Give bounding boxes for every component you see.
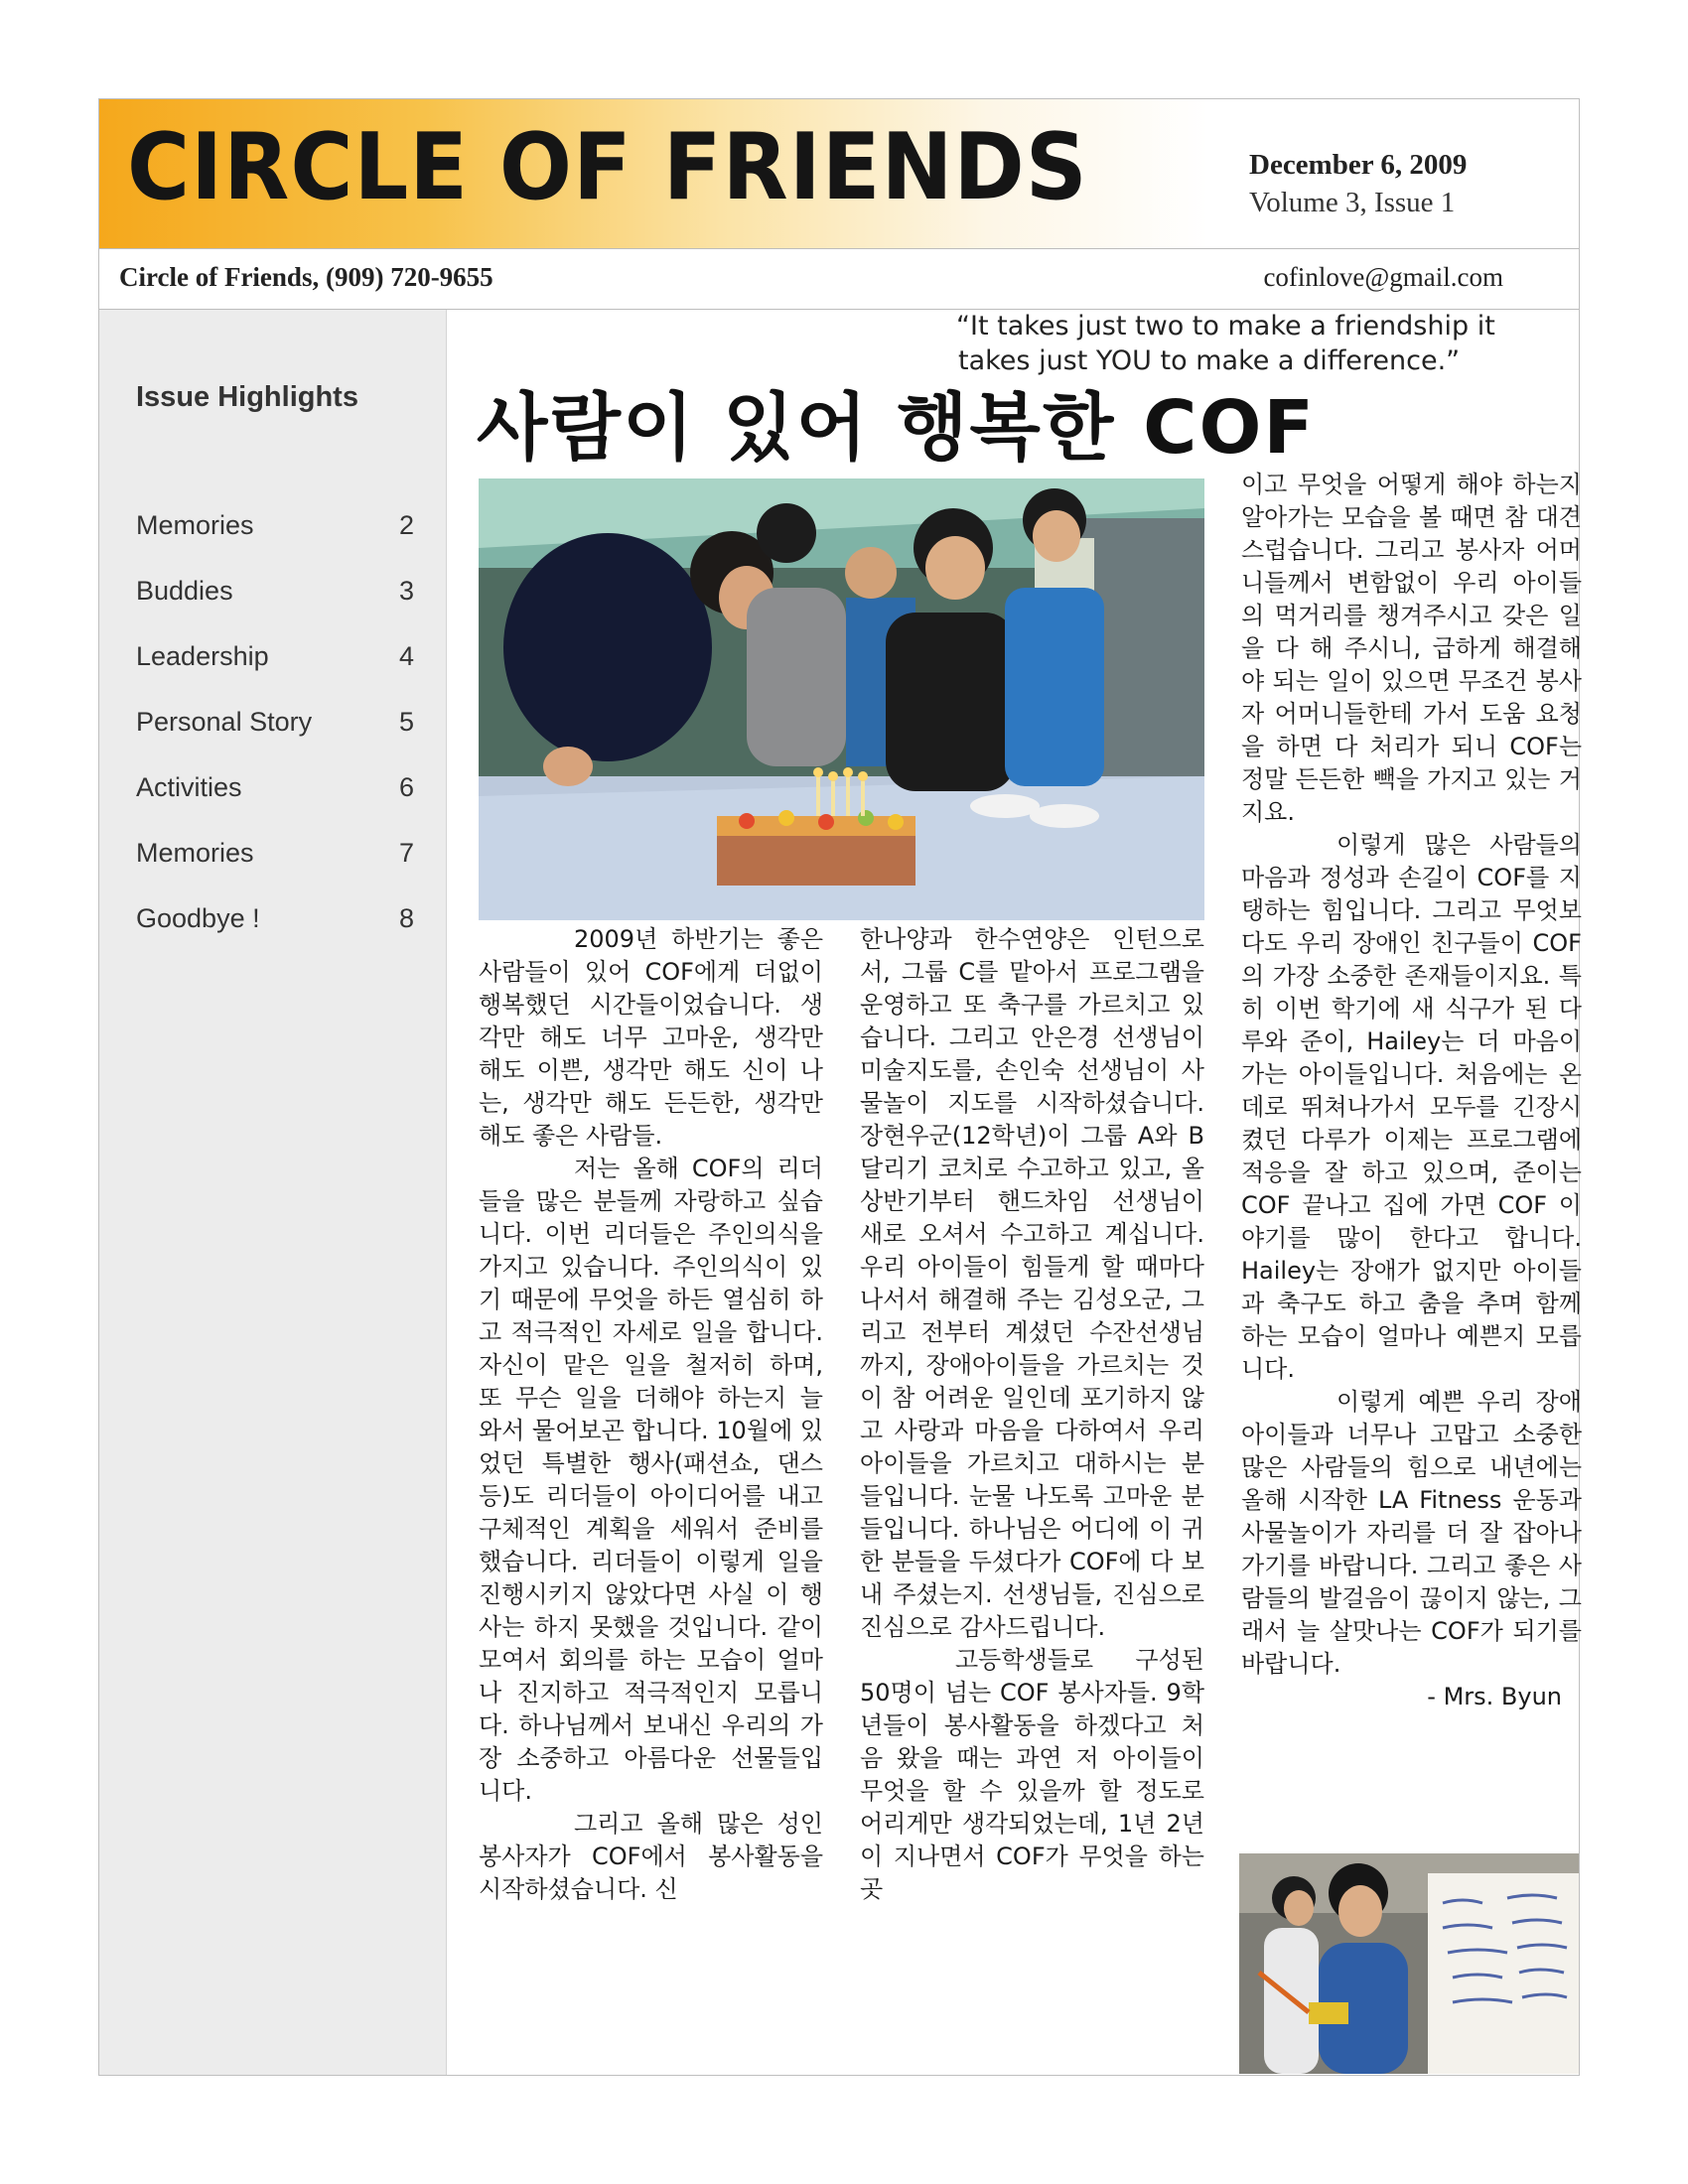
contact-email: cofinlove@gmail.com	[1263, 262, 1503, 292]
article-paragraph: 이고 무엇을 어떻게 해야 하는지 알아가는 모습을 볼 때면 참 대견스럽습니다. 그리고 봉사자 어머니들께서 변함없이 우리 아이들의 먹거리를 챙겨주시고 갖은 일을 다 해 주시니, 급하게 해결해야 되는 일이 있으면 무조건 봉사자 어머니들한테 가서 도움 요청을 하면 다 처리가 되니 COF는 정말 든든한 빽을 가지고 있는 거지요.	[1241, 471, 1582, 826]
article-paragraph: 2009년 하반기는 좋은 사람들이 있어 COF에게 더없이 행복했던 시간들이었습니다. 생각만 해도 너무 고마운, 생각만 해도 이쁜, 생각만 해도 신이 나는, 생각만 해도 든든한, 생각만 해도 좋은 사람들.	[479, 925, 823, 1150]
organization-phone: Circle of Friends, (909) 720-9655	[119, 262, 493, 292]
friendship-quote	[956, 309, 1572, 378]
cake-photo-illustration	[479, 478, 1204, 920]
highlights-list	[136, 508, 414, 967]
issue-date: December 6, 2009	[1249, 149, 1468, 181]
highlight-page: 5	[398, 707, 414, 737]
masthead	[99, 99, 1579, 248]
highlight-item	[136, 836, 414, 901]
article-column-2	[860, 923, 1204, 1906]
article-signature: - Mrs. Byun	[1427, 1683, 1562, 1710]
highlight-page: 6	[398, 772, 414, 802]
highlight-label: Personal Story	[136, 707, 313, 737]
article-paragraph: 고등학생들로 구성된 50명이 넘는 COF 봉사자들. 9학년들이 봉사활동을 하겠다고 처음 왔을 때는 과연 저 아이들이 무엇을 할 수 있을까 할 정도로 어리게만 생각되었는데, 1년 2년이 지나면서 COF가 무엇을 하는 곳	[860, 1646, 1204, 1903]
article-paragraph: 이렇게 예쁜 우리 장애아이들과 너무나 고맙고 소중한 많은 사람들의 힘으로 내년에는 올해 시작한 LA Fitness 운동과 사물놀이가 자리를 더 잘 잡아나가기를 바랍니다. 그리고 좋은 사람들의 발걸음이 끊이지 않는, 그래서 늘 살맛나는 COF가 되기를 바랍니다.	[1241, 1388, 1582, 1678]
highlight-page: 4	[398, 641, 414, 671]
article-paragraph: 이렇게 많은 사람들의 마음과 정성과 손길이 COF를 지탱하는 힘입니다. 그리고 무엇보다도 우리 장애인 친구들이 COF의 가장 소중한 존재들이지요. 특히 이번 학기에 새 식구가 된 다루와 준이, Hailey는 더 마음이 가는 아이들입니다. 처음에는 온데로 뛰쳐나가서 모두를 긴장시켰던 다루가 이제는 프로그램에 적응을 잘 하고 있으며, 준이는 COF 끝나고 집에 가면 COF 이야기를 많이 한다고 합니다. Hailey는 장애가 없지만 아이들과 축구도 하고 춤을 추며 함께 하는 모습이 얼마나 예쁜지 모릅니다.	[1241, 831, 1582, 1383]
article-column-1	[479, 923, 823, 1906]
highlight-item	[136, 508, 414, 574]
teacher-photo	[1239, 1853, 1579, 2074]
article-paragraph: 한나양과 한수연양은 인턴으로서, 그룹 C를 맡아서 프로그램을 운영하고 또 축구를 가르치고 있습니다. 그리고 안은경 선생님이 미술지도를, 손인숙 선생님이 사물놀이 지도를 시작하셨습니다. 장현우군(12학년)이 그룹 A와 B 달리기 코치로 수고하고 있고, 올 상반기부터 핸드차임 선생님이 새로 오셔서 수고하고 계십니다. 우리 아이들이 힘들게 할 때마다 나서서 해결해 주는 김성오군, 그리고 전부터 계셨던 수잔선생님까지, 장애아이들을 가르치는 것이 참 어려운 일인데 포기하지 않고 사랑과 마음을 다하여서 우리 아이들을 가르치고 대하시는 분들입니다. 눈물 나도록 고마운 분들입니다. 하나님은 어디에 이 귀한 분들을 두셨다가 COF에 다 보내 주셨는지. 선생님들, 진심으로 진심으로 감사드립니다.	[860, 925, 1204, 1641]
highlight-label: Activities	[136, 772, 242, 802]
article-paragraph: 그리고 올해 많은 성인 봉사자가 COF에서 봉사활동을 시작하셨습니다. 신	[479, 1810, 823, 1903]
quote-line: “It takes just two to make a friendship it	[956, 311, 1495, 341]
highlight-item	[136, 639, 414, 705]
highlight-item	[136, 770, 414, 836]
highlight-label: Memories	[136, 838, 254, 868]
highlight-label: Memories	[136, 510, 254, 540]
article-paragraph: 저는 올해 COF의 리더들을 많은 분들께 자랑하고 싶습니다. 이번 리더들은 주인의식을 가지고 있습니다. 주인의식이 있기 때문에 무엇을 하든 열심히 하고 적극적인 자세로 일을 합니다. 자신이 맡은 일을 철저히 하며, 또 무슨 일을 더해야 하는지 늘 와서 물어보곤 합니다. 10월에 있었던 특별한 행사(패션쇼, 댄스 등)도 리더들이 아이디어를 내고 구체적인 계획을 세워서 준비를 했습니다. 리더들이 이렇게 일을 진행시키지 않았다면 사실 이 행사는 하지 못했을 것입니다. 같이 모여서 회의를 하는 모습이 얼마나 진지하고 적극적인지 모릅니다. 하나님께서 보내신 우리의 가장 소중하고 아름다운 선물들입니다.	[479, 1155, 823, 1805]
contact-bar	[99, 248, 1579, 310]
highlight-page: 7	[398, 838, 414, 868]
highlight-page: 3	[398, 576, 414, 606]
sidebar-heading: Issue Highlights	[136, 381, 358, 413]
highlight-label: Leadership	[136, 641, 269, 671]
birthday-cake-photo	[479, 478, 1204, 920]
teacher-photo-illustration	[1239, 1853, 1579, 2074]
highlight-item	[136, 705, 414, 770]
newsletter-title: CIRCLE OF FRIENDS	[127, 113, 1088, 221]
highlight-label: Goodbye !	[136, 903, 260, 933]
article-column-3	[1241, 469, 1582, 1713]
issue-volume: Volume 3, Issue 1	[1249, 187, 1456, 218]
article-headline: 사람이 있어 행복한 COF	[477, 385, 1316, 471]
highlight-item	[136, 574, 414, 639]
highlight-item	[136, 901, 414, 967]
highlight-page: 2	[398, 510, 414, 540]
highlight-page: 8	[398, 903, 414, 933]
quote-line: takes just YOU to make a difference.”	[958, 345, 1461, 376]
sidebar-issue-highlights	[99, 310, 447, 2075]
highlight-label: Buddies	[136, 576, 233, 606]
